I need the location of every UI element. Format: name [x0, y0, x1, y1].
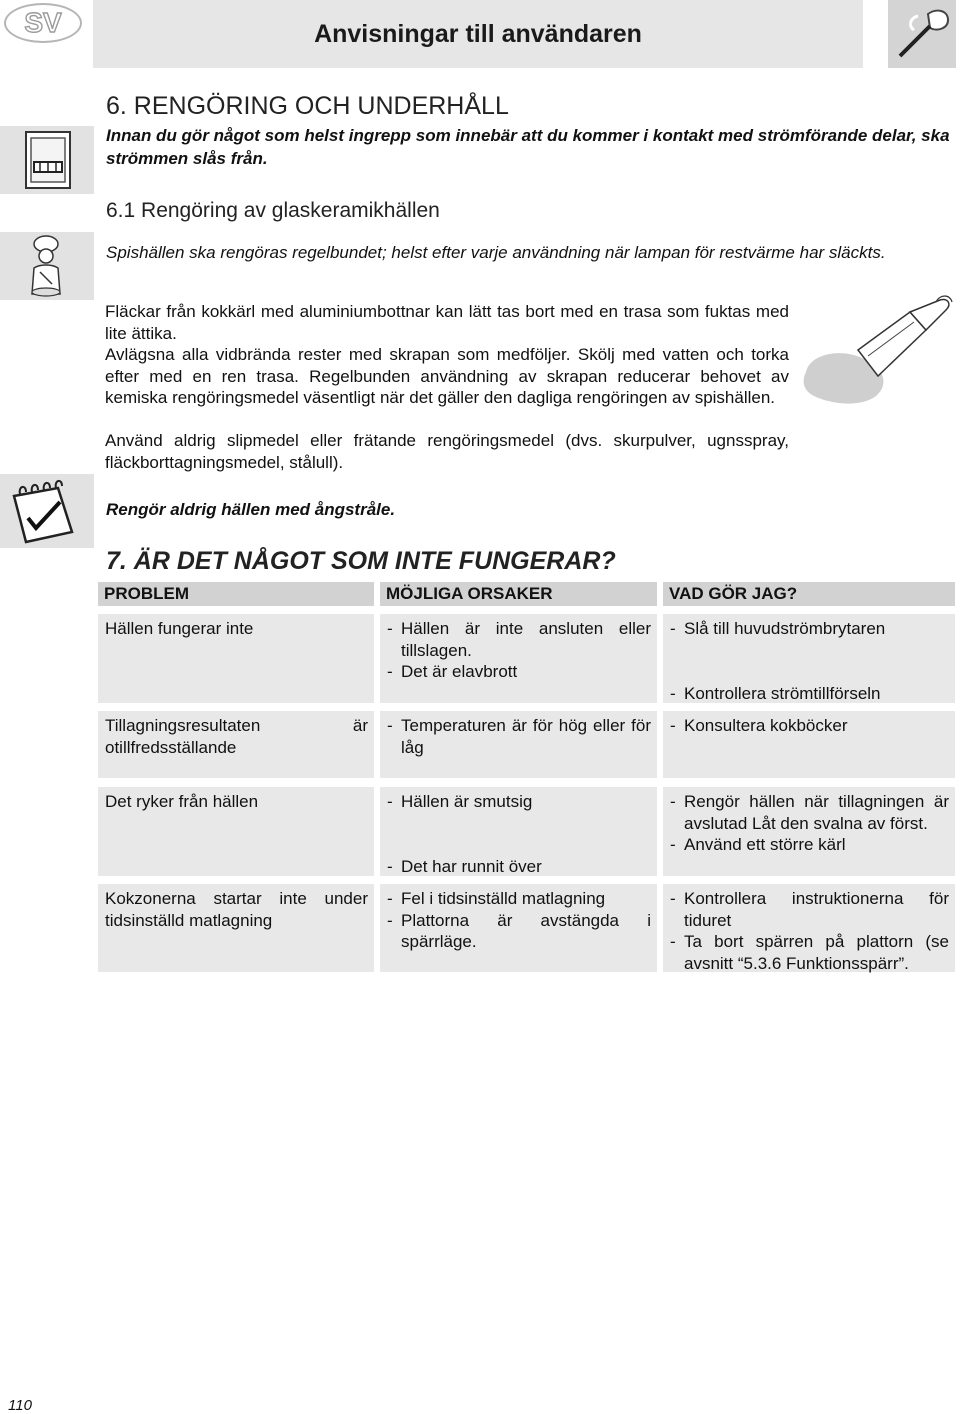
list-item: - Hällen är inte ansluten eller tillslagen.	[387, 619, 651, 660]
list-item: - Det är elavbrott	[387, 662, 518, 681]
paragraph-abrasives: Använd aldrig slipmedel eller frätande rengöringsmedel (dvs. skurpulver, ugnsspray, fläckborttagningsmedel, stålull).	[105, 431, 789, 472]
notepad-icon	[0, 474, 94, 548]
column-header-actions: VAD GÖR JAG?	[663, 582, 955, 606]
table-cell-problem	[98, 884, 374, 972]
table-cell-actions	[663, 614, 955, 703]
steam-warning: Rengör aldrig hällen med ångstråle.	[106, 500, 396, 519]
list-item: - Temperaturen är för hög eller för låg	[387, 716, 651, 757]
list-item: - Slå till huvudströmbrytaren	[670, 619, 886, 638]
paragraph-aluminium: Fläckar från kokkärl med aluminiumbottnar kan lätt tas bort med en trasa som fuktas med lite ättika.	[105, 302, 789, 343]
safety-warning: Innan du gör något som helst ingrepp som innebär att du kommer i kontakt med strömförande delar, ska strömmen slås från.	[106, 126, 950, 168]
table-cell-actions	[663, 884, 955, 972]
table-cell-problem	[98, 787, 374, 876]
table-cell-actions	[663, 711, 955, 778]
list-item: - Plattorna är avstängda i spärrläge.	[387, 910, 651, 951]
section-7-heading: 7. ÄR DET NÅGOT SOM INTE FUNGERAR?	[106, 547, 616, 575]
section-6-1-heading: 6.1 Rengöring av glaskeramikhällen	[106, 199, 440, 222]
problem-text: Tillagningsresultaten är otillfredsställande	[105, 716, 368, 757]
table-cell-causes	[380, 884, 657, 972]
page-number: 110	[8, 1397, 32, 1414]
table-cell-problem	[98, 711, 374, 778]
page-title: Anvisningar till användaren	[314, 20, 642, 48]
column-header-problem: PROBLEM	[98, 582, 374, 606]
column-header-causes: MÖJLIGA ORSAKER	[380, 582, 657, 606]
list-item: - Ta bort spärren på plattorn (se avsnitt “5.3.6 Funktionsspärr”.	[670, 932, 949, 973]
table-cell-causes	[380, 711, 657, 778]
scraper-icon	[800, 292, 960, 412]
list-item: - Det har runnit över	[387, 856, 542, 876]
switch-icon	[0, 126, 94, 194]
list-item: - Konsultera kokböcker	[670, 716, 848, 735]
table-cell-causes	[380, 614, 657, 703]
table-cell-causes	[380, 787, 657, 876]
list-item: - Hällen är smutsig	[387, 792, 533, 811]
list-item: - Rengör hällen när tillagningen är avslutad Låt den svalna av först.	[670, 792, 949, 833]
list-item: - Kontrollera instruktionerna för tiduret	[670, 889, 949, 930]
problem-text: Hällen fungerar inte	[105, 619, 254, 638]
chef-icon	[0, 232, 94, 300]
section-6-heading: 6. RENGÖRING OCH UNDERHÅLL	[106, 92, 509, 120]
cleaning-intro: Spishällen ska rengöras regelbundet; helst efter varje användning när lampan för restvärme har släckts.	[106, 243, 886, 262]
paragraph-scraper: Avlägsna alla vidbrända rester med skrapan som medföljer. Skölj med vatten och torka efter med en ren trasa. Regelbunden användning av skrapan reducerar behovet av kemiska rengöringsmedel väsentligt när det gäller den dagliga rengöringen av spishällen.	[105, 345, 789, 407]
problem-text: Det ryker från hällen	[105, 792, 259, 811]
list-item: - Kontrollera strömtillförseln	[670, 683, 881, 703]
language-badge: SV	[4, 3, 82, 43]
table-cell-problem	[98, 614, 374, 703]
spoon-logo-icon	[888, 0, 956, 68]
list-item: - Fel i tidsinställd matlagning	[387, 889, 606, 908]
list-item: - Använd ett större kärl	[670, 835, 846, 854]
problem-text: Kokzonerna startar inte under tidsinställd matlagning	[105, 889, 368, 930]
table-cell-actions	[663, 787, 955, 876]
